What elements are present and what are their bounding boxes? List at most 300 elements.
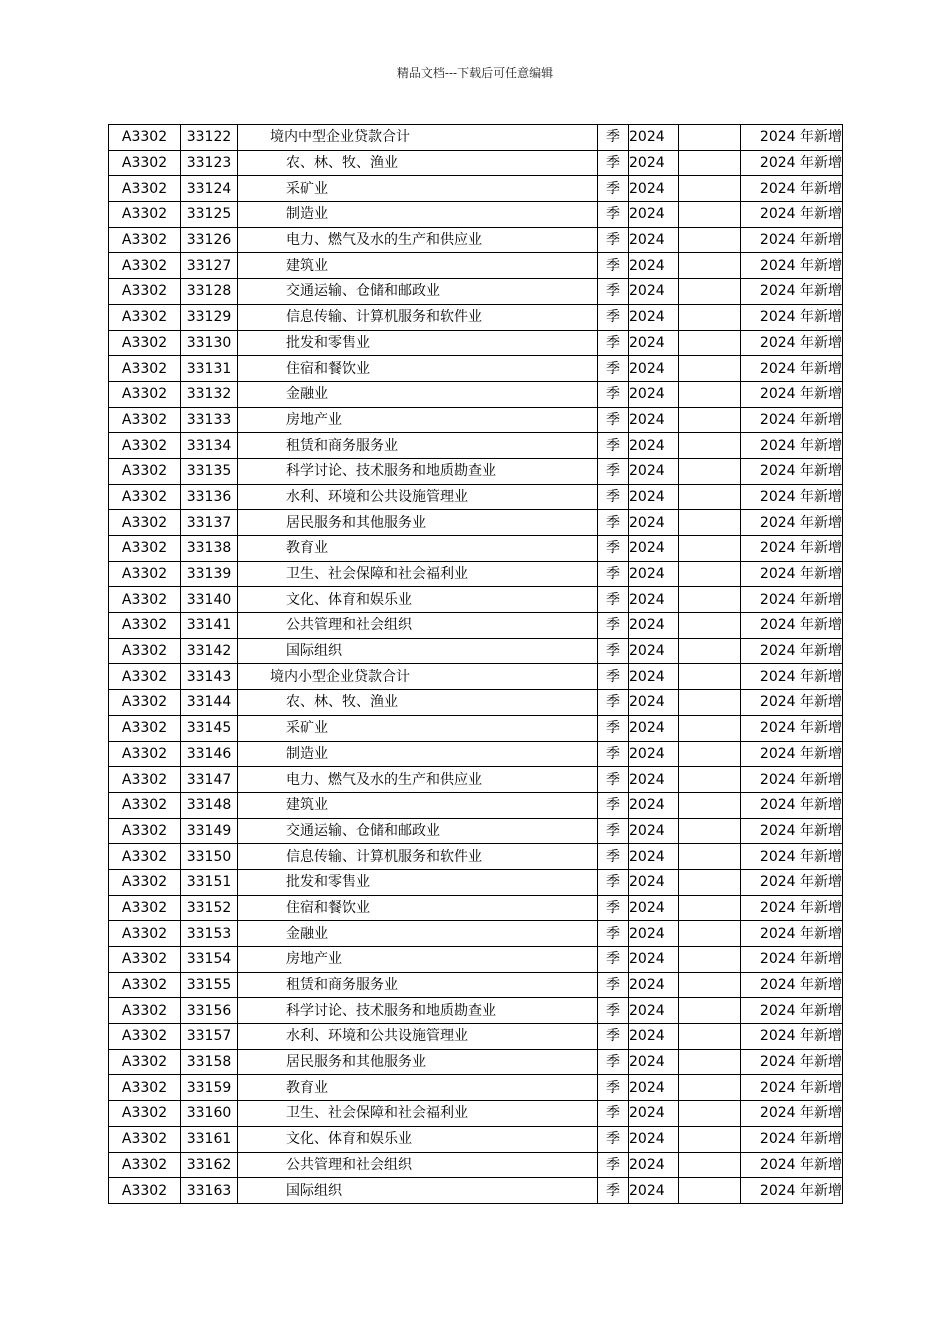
table-cell-note: 2024 年新增 <box>741 536 843 562</box>
table-cell-blank <box>679 304 741 330</box>
table-cell-id: 33139 <box>181 561 238 587</box>
table-cell-blank <box>679 202 741 228</box>
table-row <box>109 741 843 767</box>
table-row <box>109 792 843 818</box>
table-cell-blank <box>679 664 741 690</box>
table-cell-code: A3302 <box>109 510 181 536</box>
table-cell-code: A3302 <box>109 792 181 818</box>
table-cell-frequency: 季 <box>598 1126 629 1152</box>
table-cell-note: 2024 年新增 <box>741 561 843 587</box>
table-cell-blank <box>679 921 741 947</box>
table-cell-name: 卫生、社会保障和社会福利业 <box>238 561 598 587</box>
table-cell-code: A3302 <box>109 227 181 253</box>
table-cell-id: 33125 <box>181 202 238 228</box>
table-cell-frequency: 季 <box>598 304 629 330</box>
table-cell-name: 房地产业 <box>238 407 598 433</box>
table-row <box>109 690 843 716</box>
table-cell-note: 2024 年新增 <box>741 844 843 870</box>
table-cell-name: 国际组织 <box>238 638 598 664</box>
table-cell-blank <box>679 792 741 818</box>
table-cell-blank <box>679 613 741 639</box>
table-cell-note: 2024 年新增 <box>741 792 843 818</box>
table-cell-note: 2024 年新增 <box>741 587 843 613</box>
table-cell-note: 2024 年新增 <box>741 279 843 305</box>
table-cell-code: A3302 <box>109 1049 181 1075</box>
table-row <box>109 767 843 793</box>
table-cell-id: 33142 <box>181 638 238 664</box>
table-cell-id: 33151 <box>181 869 238 895</box>
table-cell-year: 2024 <box>629 381 679 407</box>
table-cell-note: 2024 年新增 <box>741 613 843 639</box>
table-cell-id: 33147 <box>181 767 238 793</box>
table-cell-blank <box>679 176 741 202</box>
table-cell-name: 水利、环境和公共设施管理业 <box>238 1024 598 1050</box>
table-cell-year: 2024 <box>629 1101 679 1127</box>
table-row <box>109 561 843 587</box>
table-cell-code: A3302 <box>109 330 181 356</box>
table-cell-year: 2024 <box>629 741 679 767</box>
table-cell-blank <box>679 227 741 253</box>
table-cell-frequency: 季 <box>598 202 629 228</box>
table-cell-note: 2024 年新增 <box>741 715 843 741</box>
table-cell-blank <box>679 1126 741 1152</box>
table-cell-note: 2024 年新增 <box>741 921 843 947</box>
table-cell-name: 文化、体育和娱乐业 <box>238 1126 598 1152</box>
table-cell-id: 33133 <box>181 407 238 433</box>
table-cell-frequency: 季 <box>598 587 629 613</box>
table-cell-year: 2024 <box>629 1126 679 1152</box>
table-cell-note: 2024 年新增 <box>741 1049 843 1075</box>
table-cell-frequency: 季 <box>598 638 629 664</box>
table-cell-frequency: 季 <box>598 972 629 998</box>
table-cell-frequency: 季 <box>598 869 629 895</box>
table-cell-blank <box>679 818 741 844</box>
table-cell-year: 2024 <box>629 818 679 844</box>
table-cell-id: 33130 <box>181 330 238 356</box>
table-row <box>109 1126 843 1152</box>
table-cell-year: 2024 <box>629 715 679 741</box>
table-row <box>109 715 843 741</box>
table-cell-blank <box>679 587 741 613</box>
table-cell-code: A3302 <box>109 844 181 870</box>
table-cell-name: 房地产业 <box>238 947 598 973</box>
table-cell-name: 租赁和商务服务业 <box>238 972 598 998</box>
table-cell-blank <box>679 125 741 151</box>
table-cell-year: 2024 <box>629 125 679 151</box>
table-cell-blank <box>679 972 741 998</box>
table-row <box>109 587 843 613</box>
table-cell-id: 33135 <box>181 458 238 484</box>
table-cell-code: A3302 <box>109 1075 181 1101</box>
table-cell-year: 2024 <box>629 484 679 510</box>
table-cell-blank <box>679 330 741 356</box>
table-row <box>109 1152 843 1178</box>
table-row <box>109 844 843 870</box>
table-cell-name: 电力、燃气及水的生产和供应业 <box>238 227 598 253</box>
table-cell-frequency: 季 <box>598 792 629 818</box>
table-cell-frequency: 季 <box>598 150 629 176</box>
table-row <box>109 150 843 176</box>
table-cell-code: A3302 <box>109 1178 181 1204</box>
table-cell-year: 2024 <box>629 972 679 998</box>
table-cell-id: 33148 <box>181 792 238 818</box>
table-cell-note: 2024 年新增 <box>741 484 843 510</box>
table-cell-code: A3302 <box>109 1126 181 1152</box>
table-cell-note: 2024 年新增 <box>741 947 843 973</box>
table-cell-note: 2024 年新增 <box>741 176 843 202</box>
table-cell-year: 2024 <box>629 664 679 690</box>
table-cell-note: 2024 年新增 <box>741 972 843 998</box>
table-cell-blank <box>679 458 741 484</box>
table-cell-name: 采矿业 <box>238 715 598 741</box>
table-cell-note: 2024 年新增 <box>741 741 843 767</box>
table-cell-name: 居民服务和其他服务业 <box>238 510 598 536</box>
table-cell-frequency: 季 <box>598 227 629 253</box>
table-cell-code: A3302 <box>109 176 181 202</box>
table-cell-id: 33155 <box>181 972 238 998</box>
table-cell-id: 33163 <box>181 1178 238 1204</box>
table-cell-note: 2024 年新增 <box>741 227 843 253</box>
table-cell-id: 33146 <box>181 741 238 767</box>
table-cell-id: 33122 <box>181 125 238 151</box>
table-cell-note: 2024 年新增 <box>741 202 843 228</box>
table-row <box>109 202 843 228</box>
table-row <box>109 613 843 639</box>
table-cell-year: 2024 <box>629 407 679 433</box>
table-cell-frequency: 季 <box>598 1049 629 1075</box>
table-cell-name: 教育业 <box>238 1075 598 1101</box>
table-cell-blank <box>679 356 741 382</box>
table-cell-id: 33144 <box>181 690 238 716</box>
table-cell-name: 电力、燃气及水的生产和供应业 <box>238 767 598 793</box>
table-row <box>109 304 843 330</box>
table-cell-name: 建筑业 <box>238 792 598 818</box>
table-cell-blank <box>679 381 741 407</box>
table-cell-year: 2024 <box>629 1049 679 1075</box>
table-cell-name: 制造业 <box>238 741 598 767</box>
table-cell-blank <box>679 715 741 741</box>
table-cell-year: 2024 <box>629 176 679 202</box>
table-row <box>109 947 843 973</box>
table-cell-note: 2024 年新增 <box>741 1126 843 1152</box>
table-cell-name: 批发和零售业 <box>238 330 598 356</box>
table-cell-frequency: 季 <box>598 1075 629 1101</box>
table-cell-id: 33136 <box>181 484 238 510</box>
table-cell-blank <box>679 484 741 510</box>
table-cell-blank <box>679 561 741 587</box>
table-cell-code: A3302 <box>109 947 181 973</box>
table-cell-code: A3302 <box>109 202 181 228</box>
table-cell-id: 33162 <box>181 1152 238 1178</box>
table-cell-blank <box>679 150 741 176</box>
table-cell-id: 33138 <box>181 536 238 562</box>
table-cell-frequency: 季 <box>598 895 629 921</box>
table-cell-frequency: 季 <box>598 1152 629 1178</box>
table-row <box>109 1075 843 1101</box>
table-cell-frequency: 季 <box>598 921 629 947</box>
table-cell-id: 33126 <box>181 227 238 253</box>
table-cell-year: 2024 <box>629 844 679 870</box>
table-row <box>109 664 843 690</box>
table-row <box>109 921 843 947</box>
table-cell-name: 金融业 <box>238 921 598 947</box>
table-cell-frequency: 季 <box>598 818 629 844</box>
table-cell-frequency: 季 <box>598 947 629 973</box>
table-cell-blank <box>679 1152 741 1178</box>
table-cell-year: 2024 <box>629 561 679 587</box>
table-cell-id: 33134 <box>181 433 238 459</box>
table-cell-code: A3302 <box>109 407 181 433</box>
table-cell-code: A3302 <box>109 484 181 510</box>
table-body <box>109 125 843 1204</box>
table-row <box>109 895 843 921</box>
table-cell-id: 33137 <box>181 510 238 536</box>
table-cell-year: 2024 <box>629 330 679 356</box>
table-cell-year: 2024 <box>629 279 679 305</box>
table-cell-year: 2024 <box>629 510 679 536</box>
table-cell-id: 33129 <box>181 304 238 330</box>
table-cell-blank <box>679 433 741 459</box>
table-cell-name: 租赁和商务服务业 <box>238 433 598 459</box>
table-cell-note: 2024 年新增 <box>741 125 843 151</box>
table-cell-blank <box>679 1178 741 1204</box>
table-row <box>109 381 843 407</box>
table-cell-name: 住宿和餐饮业 <box>238 356 598 382</box>
table-cell-frequency: 季 <box>598 664 629 690</box>
table-cell-code: A3302 <box>109 638 181 664</box>
table-cell-note: 2024 年新增 <box>741 356 843 382</box>
table-cell-frequency: 季 <box>598 1178 629 1204</box>
table-row <box>109 818 843 844</box>
table-cell-code: A3302 <box>109 356 181 382</box>
table-cell-blank <box>679 1101 741 1127</box>
table-cell-year: 2024 <box>629 690 679 716</box>
table-cell-id: 33132 <box>181 381 238 407</box>
table-cell-blank <box>679 690 741 716</box>
table-cell-year: 2024 <box>629 253 679 279</box>
table-cell-code: A3302 <box>109 690 181 716</box>
table-cell-blank <box>679 844 741 870</box>
table-cell-code: A3302 <box>109 921 181 947</box>
table-cell-blank <box>679 1049 741 1075</box>
table-cell-name: 批发和零售业 <box>238 869 598 895</box>
table-cell-year: 2024 <box>629 1178 679 1204</box>
table-cell-name: 住宿和餐饮业 <box>238 895 598 921</box>
table-cell-note: 2024 年新增 <box>741 1152 843 1178</box>
table-cell-code: A3302 <box>109 561 181 587</box>
table-cell-name: 制造业 <box>238 202 598 228</box>
table-row <box>109 972 843 998</box>
table-cell-blank <box>679 998 741 1024</box>
table-cell-name: 信息传输、计算机服务和软件业 <box>238 304 598 330</box>
table-cell-name: 教育业 <box>238 536 598 562</box>
table-cell-note: 2024 年新增 <box>741 381 843 407</box>
table-cell-blank <box>679 407 741 433</box>
table-cell-id: 33141 <box>181 613 238 639</box>
table-cell-blank <box>679 1024 741 1050</box>
table-row <box>109 510 843 536</box>
table-cell-name: 交通运输、仓储和邮政业 <box>238 818 598 844</box>
table-cell-year: 2024 <box>629 947 679 973</box>
table-cell-name: 采矿业 <box>238 176 598 202</box>
table-cell-note: 2024 年新增 <box>741 433 843 459</box>
table-row <box>109 330 843 356</box>
table-cell-name: 建筑业 <box>238 253 598 279</box>
table-cell-code: A3302 <box>109 741 181 767</box>
table-row <box>109 407 843 433</box>
table-cell-code: A3302 <box>109 664 181 690</box>
table-cell-year: 2024 <box>629 202 679 228</box>
table-cell-id: 33124 <box>181 176 238 202</box>
table-cell-blank <box>679 947 741 973</box>
table-cell-frequency: 季 <box>598 253 629 279</box>
table-cell-name: 文化、体育和娱乐业 <box>238 587 598 613</box>
table-cell-year: 2024 <box>629 1024 679 1050</box>
table-cell-name: 境内小型企业贷款合计 <box>238 664 598 690</box>
table-cell-note: 2024 年新增 <box>741 895 843 921</box>
table-cell-code: A3302 <box>109 458 181 484</box>
table-cell-note: 2024 年新增 <box>741 1075 843 1101</box>
table-cell-note: 2024 年新增 <box>741 330 843 356</box>
table-row <box>109 638 843 664</box>
table-cell-frequency: 季 <box>598 1024 629 1050</box>
table-cell-year: 2024 <box>629 792 679 818</box>
page-header: 精品文档---下载后可任意编辑 <box>396 66 554 80</box>
table-cell-note: 2024 年新增 <box>741 664 843 690</box>
table-cell-frequency: 季 <box>598 484 629 510</box>
table-cell-frequency: 季 <box>598 356 629 382</box>
table-cell-year: 2024 <box>629 150 679 176</box>
table-cell-name: 居民服务和其他服务业 <box>238 1049 598 1075</box>
data-table <box>108 124 843 1204</box>
table-cell-code: A3302 <box>109 1101 181 1127</box>
table-cell-note: 2024 年新增 <box>741 1101 843 1127</box>
table-cell-frequency: 季 <box>598 176 629 202</box>
table-cell-frequency: 季 <box>598 407 629 433</box>
table-row <box>109 1024 843 1050</box>
table-cell-name: 公共管理和社会组织 <box>238 613 598 639</box>
table-row <box>109 1049 843 1075</box>
table-cell-name: 国际组织 <box>238 1178 598 1204</box>
table-cell-name: 交通运输、仓储和邮政业 <box>238 279 598 305</box>
table-row <box>109 253 843 279</box>
table-cell-year: 2024 <box>629 433 679 459</box>
table-row <box>109 998 843 1024</box>
table-cell-code: A3302 <box>109 715 181 741</box>
table-cell-blank <box>679 869 741 895</box>
table-cell-frequency: 季 <box>598 741 629 767</box>
table-cell-code: A3302 <box>109 536 181 562</box>
table-cell-id: 33152 <box>181 895 238 921</box>
table-cell-year: 2024 <box>629 587 679 613</box>
table-cell-code: A3302 <box>109 304 181 330</box>
table-row <box>109 458 843 484</box>
table-cell-frequency: 季 <box>598 330 629 356</box>
table-row <box>109 227 843 253</box>
table-cell-code: A3302 <box>109 972 181 998</box>
table-cell-id: 33145 <box>181 715 238 741</box>
table-cell-id: 33143 <box>181 664 238 690</box>
table-cell-blank <box>679 638 741 664</box>
table-cell-name: 水利、环境和公共设施管理业 <box>238 484 598 510</box>
table-cell-note: 2024 年新增 <box>741 638 843 664</box>
table-cell-frequency: 季 <box>598 458 629 484</box>
table-cell-blank <box>679 510 741 536</box>
table-cell-year: 2024 <box>629 921 679 947</box>
table-cell-blank <box>679 1075 741 1101</box>
table-cell-year: 2024 <box>629 895 679 921</box>
table-cell-frequency: 季 <box>598 125 629 151</box>
table-cell-code: A3302 <box>109 818 181 844</box>
table-cell-frequency: 季 <box>598 998 629 1024</box>
table-cell-blank <box>679 895 741 921</box>
table-cell-blank <box>679 741 741 767</box>
table-cell-frequency: 季 <box>598 1101 629 1127</box>
table-cell-code: A3302 <box>109 253 181 279</box>
table-row <box>109 176 843 202</box>
table-cell-frequency: 季 <box>598 536 629 562</box>
table-cell-code: A3302 <box>109 381 181 407</box>
table-cell-name: 信息传输、计算机服务和软件业 <box>238 844 598 870</box>
table-cell-frequency: 季 <box>598 613 629 639</box>
table-cell-note: 2024 年新增 <box>741 150 843 176</box>
table-cell-code: A3302 <box>109 587 181 613</box>
table-cell-code: A3302 <box>109 869 181 895</box>
table-cell-note: 2024 年新增 <box>741 818 843 844</box>
table-cell-note: 2024 年新增 <box>741 998 843 1024</box>
table-cell-year: 2024 <box>629 356 679 382</box>
table-cell-year: 2024 <box>629 767 679 793</box>
table-cell-code: A3302 <box>109 150 181 176</box>
table-cell-id: 33128 <box>181 279 238 305</box>
table-cell-blank <box>679 279 741 305</box>
table-cell-id: 33153 <box>181 921 238 947</box>
table-cell-year: 2024 <box>629 638 679 664</box>
table-cell-name: 卫生、社会保障和社会福利业 <box>238 1101 598 1127</box>
table-row <box>109 869 843 895</box>
table-row <box>109 433 843 459</box>
table-row <box>109 279 843 305</box>
table-cell-frequency: 季 <box>598 381 629 407</box>
table-cell-name: 科学讨论、技术服务和地质勘查业 <box>238 998 598 1024</box>
table-cell-code: A3302 <box>109 279 181 305</box>
table-cell-note: 2024 年新增 <box>741 1024 843 1050</box>
table-cell-id: 33127 <box>181 253 238 279</box>
table-cell-note: 2024 年新增 <box>741 304 843 330</box>
table-cell-name: 境内中型企业贷款合计 <box>238 125 598 151</box>
table-cell-year: 2024 <box>629 1152 679 1178</box>
table-cell-frequency: 季 <box>598 561 629 587</box>
table-cell-code: A3302 <box>109 895 181 921</box>
table-cell-blank <box>679 253 741 279</box>
table-cell-year: 2024 <box>629 227 679 253</box>
table-cell-id: 33157 <box>181 1024 238 1050</box>
table-cell-note: 2024 年新增 <box>741 510 843 536</box>
table-cell-code: A3302 <box>109 1152 181 1178</box>
table-cell-year: 2024 <box>629 869 679 895</box>
table-row <box>109 484 843 510</box>
table-cell-code: A3302 <box>109 613 181 639</box>
table-cell-code: A3302 <box>109 125 181 151</box>
table-cell-frequency: 季 <box>598 510 629 536</box>
table-row <box>109 356 843 382</box>
table-cell-frequency: 季 <box>598 844 629 870</box>
table-cell-year: 2024 <box>629 998 679 1024</box>
table-cell-name: 公共管理和社会组织 <box>238 1152 598 1178</box>
table-cell-id: 33131 <box>181 356 238 382</box>
table-cell-blank <box>679 767 741 793</box>
table-cell-name: 科学讨论、技术服务和地质勘查业 <box>238 458 598 484</box>
